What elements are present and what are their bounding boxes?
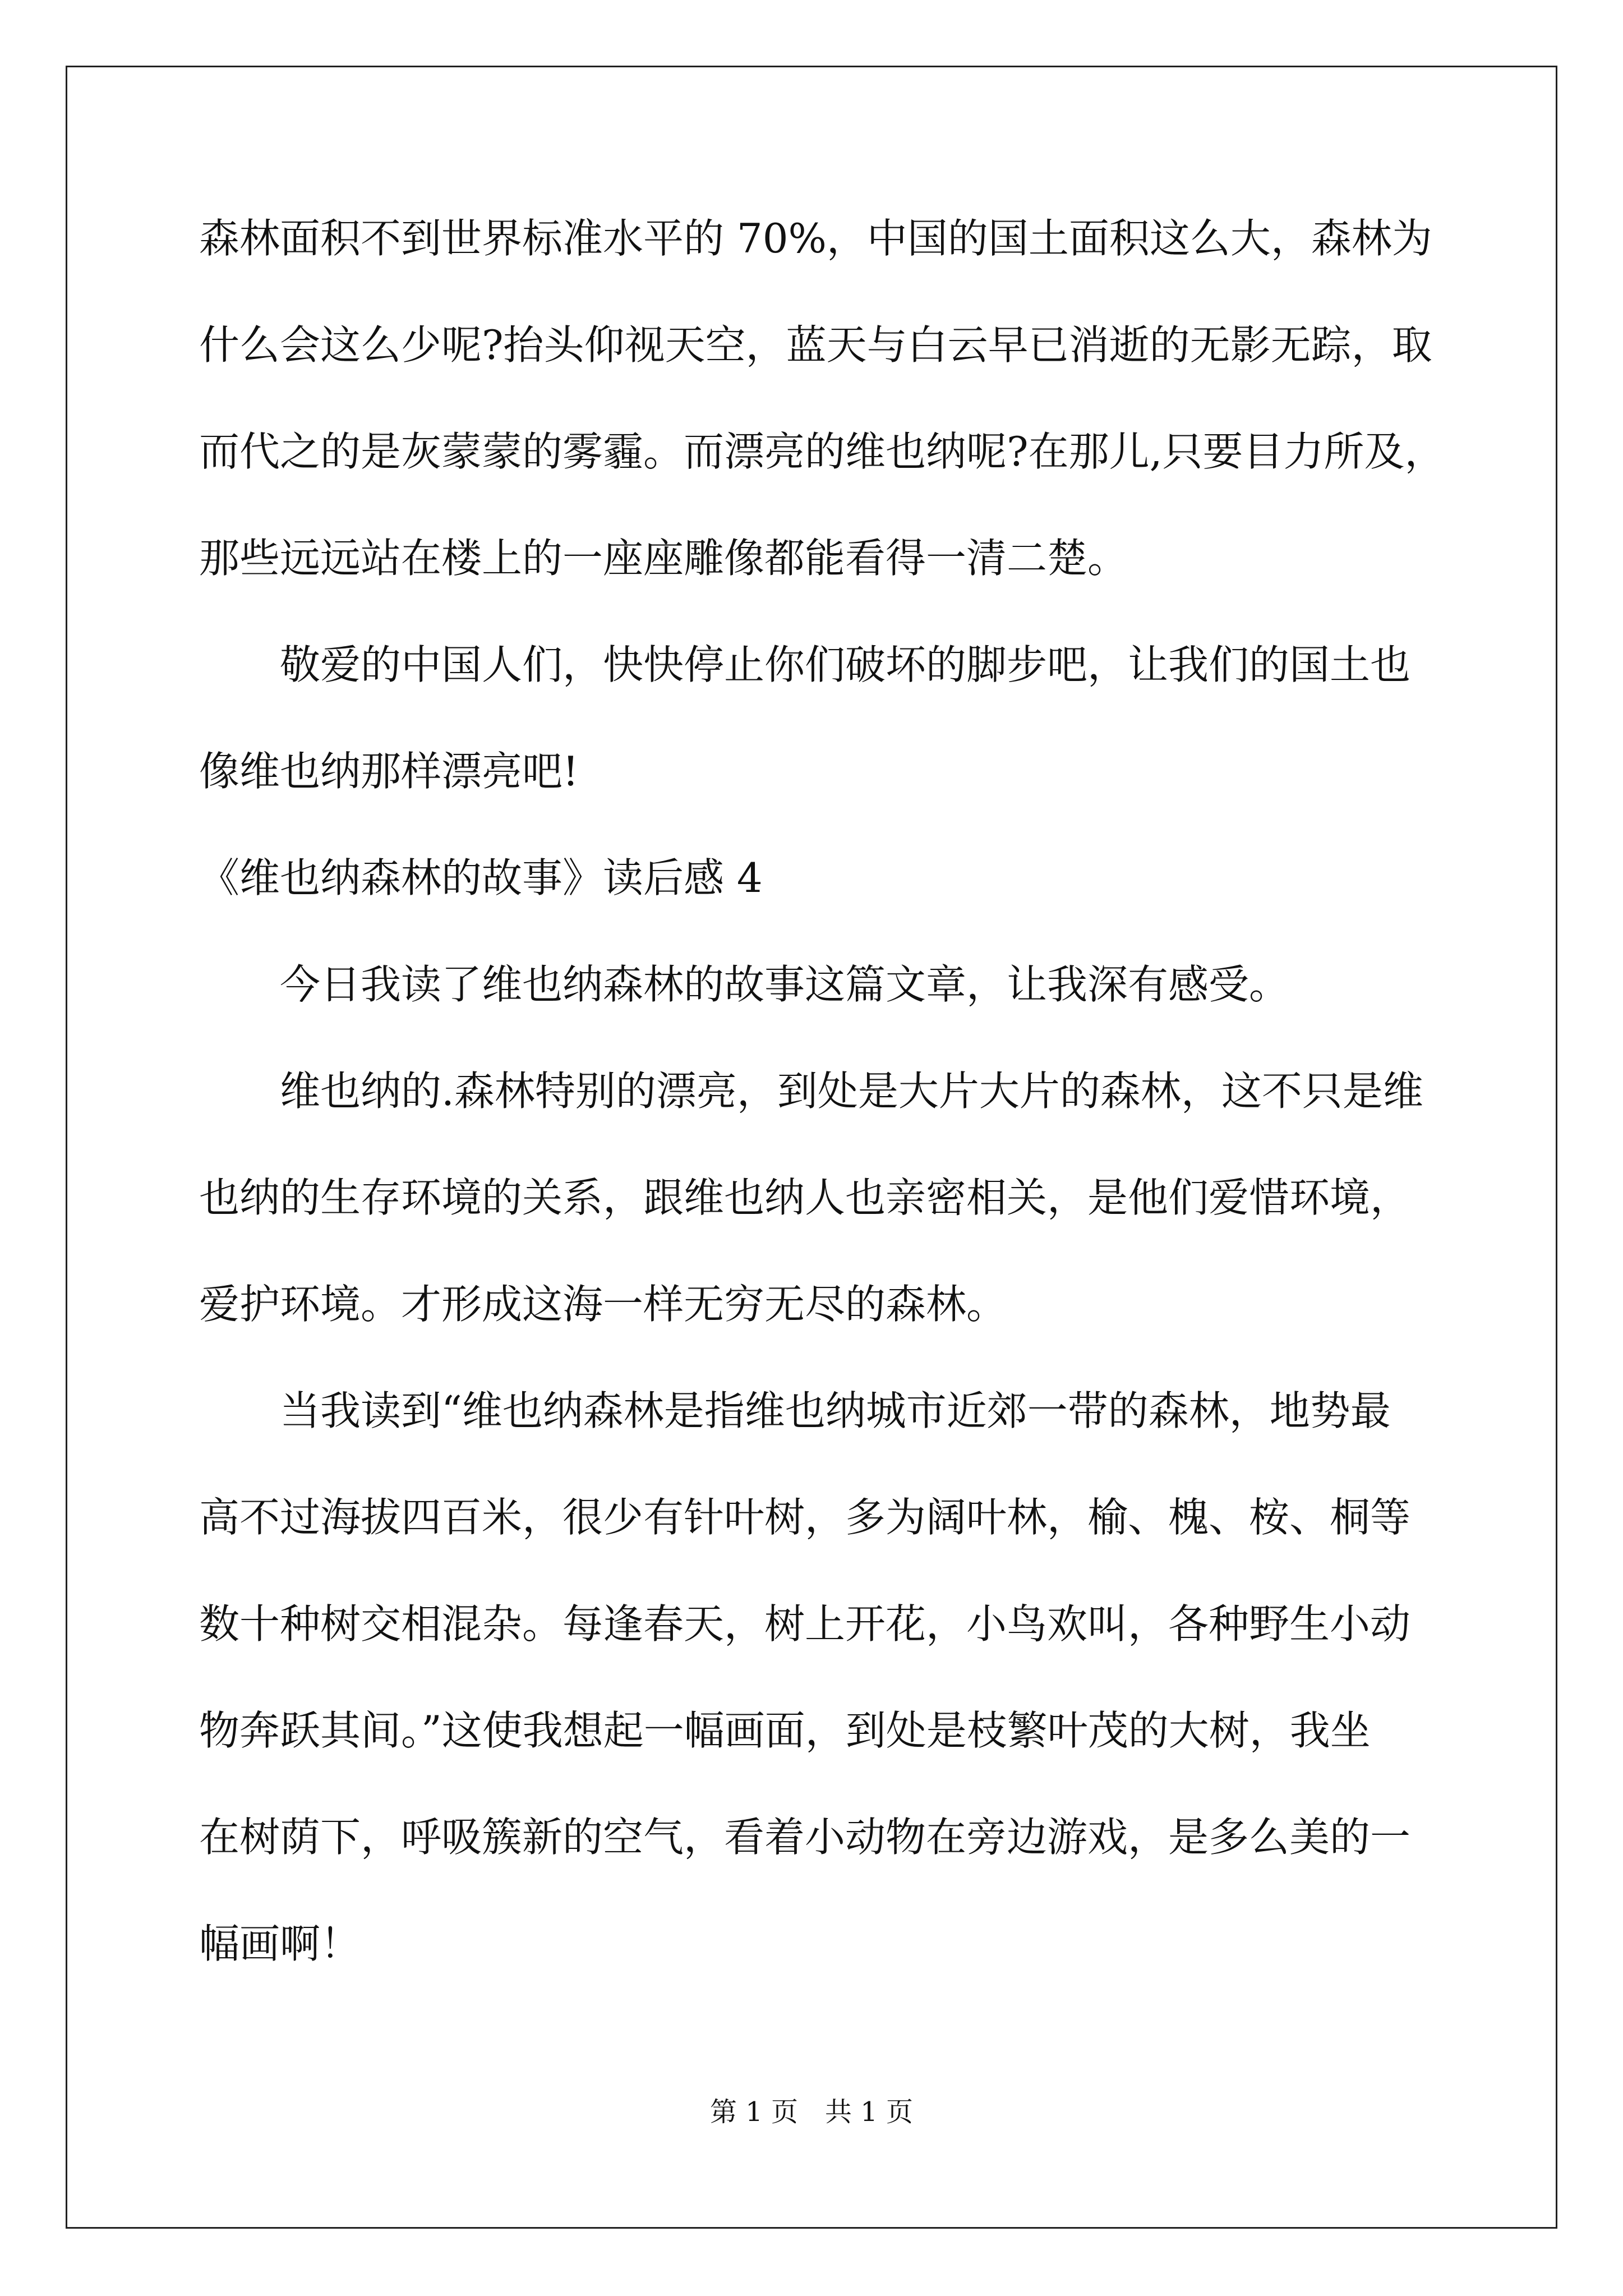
page-footer: 第 1 页 共 1 页 — [709, 2096, 914, 2128]
section-heading: 《维也纳森林的故事》读后感 4 — [199, 854, 763, 901]
text-line: 而代之的是灰蒙蒙的雾霾。而漂亮的维也纳呢?在那儿,只要目力所及， — [199, 428, 1445, 475]
text-line: 敬爱的中国人们，快快停止你们破坏的脚步吧，让我们的国土也 — [280, 641, 1411, 688]
text-line: 当我读到“维也纳森林是指维也纳城市近郊一带的森林，地势最 — [280, 1387, 1391, 1434]
text-line: 森林面积不到世界标准水平的 70%，中国的国土面积这么大，森林为 — [199, 215, 1432, 262]
document-body — [199, 210, 1445, 1972]
text-line: 数十种树交相混杂。每逢春天，树上开花，小鸟欢叫，各种野生小动 — [199, 1600, 1411, 1648]
text-line: 什么会这么少呢?抬头仰视天空，蓝天与白云早已消逝的无影无踪，取 — [199, 321, 1432, 369]
text-line: 幅画啊！ — [199, 1920, 361, 1967]
paragraph-5 — [199, 1383, 1422, 1972]
text-line: 爱护环境。才形成这海一样无穷无尽的森林。 — [199, 1281, 1007, 1328]
paragraph-3 — [199, 956, 1422, 1013]
text-line: 维也纳的.森林特别的漂亮，到处是大片大片的森林，这不只是维 — [280, 1068, 1423, 1115]
text-line: 像维也纳那样漂亮吧! — [199, 748, 579, 795]
paragraph-1 — [199, 210, 1445, 586]
text-line: 物奔跃其间。”这使我想起一幅画面，到处是枝繁叶茂的大树，我坐 — [199, 1707, 1371, 1754]
text-line: 那些远远站在楼上的一座座雕像都能看得一清二楚。 — [199, 535, 1128, 582]
text-line: 在树荫下，呼吸簇新的空气，看着小动物在旁边游戏，是多么美的一 — [199, 1814, 1411, 1861]
text-line: 今日我读了维也纳森林的故事这篇文章，让我深有感受。 — [280, 961, 1290, 1008]
text-line: 也纳的生存环境的关系，跟维也纳人也亲密相关，是他们爱惜环境， — [199, 1174, 1411, 1221]
paragraph-2 — [199, 637, 1422, 799]
text-line: 高不过海拔四百米，很少有针叶树，多为阔叶林，榆、槐、桉、桐等 — [199, 1494, 1411, 1541]
paragraph-4 — [199, 1063, 1422, 1332]
